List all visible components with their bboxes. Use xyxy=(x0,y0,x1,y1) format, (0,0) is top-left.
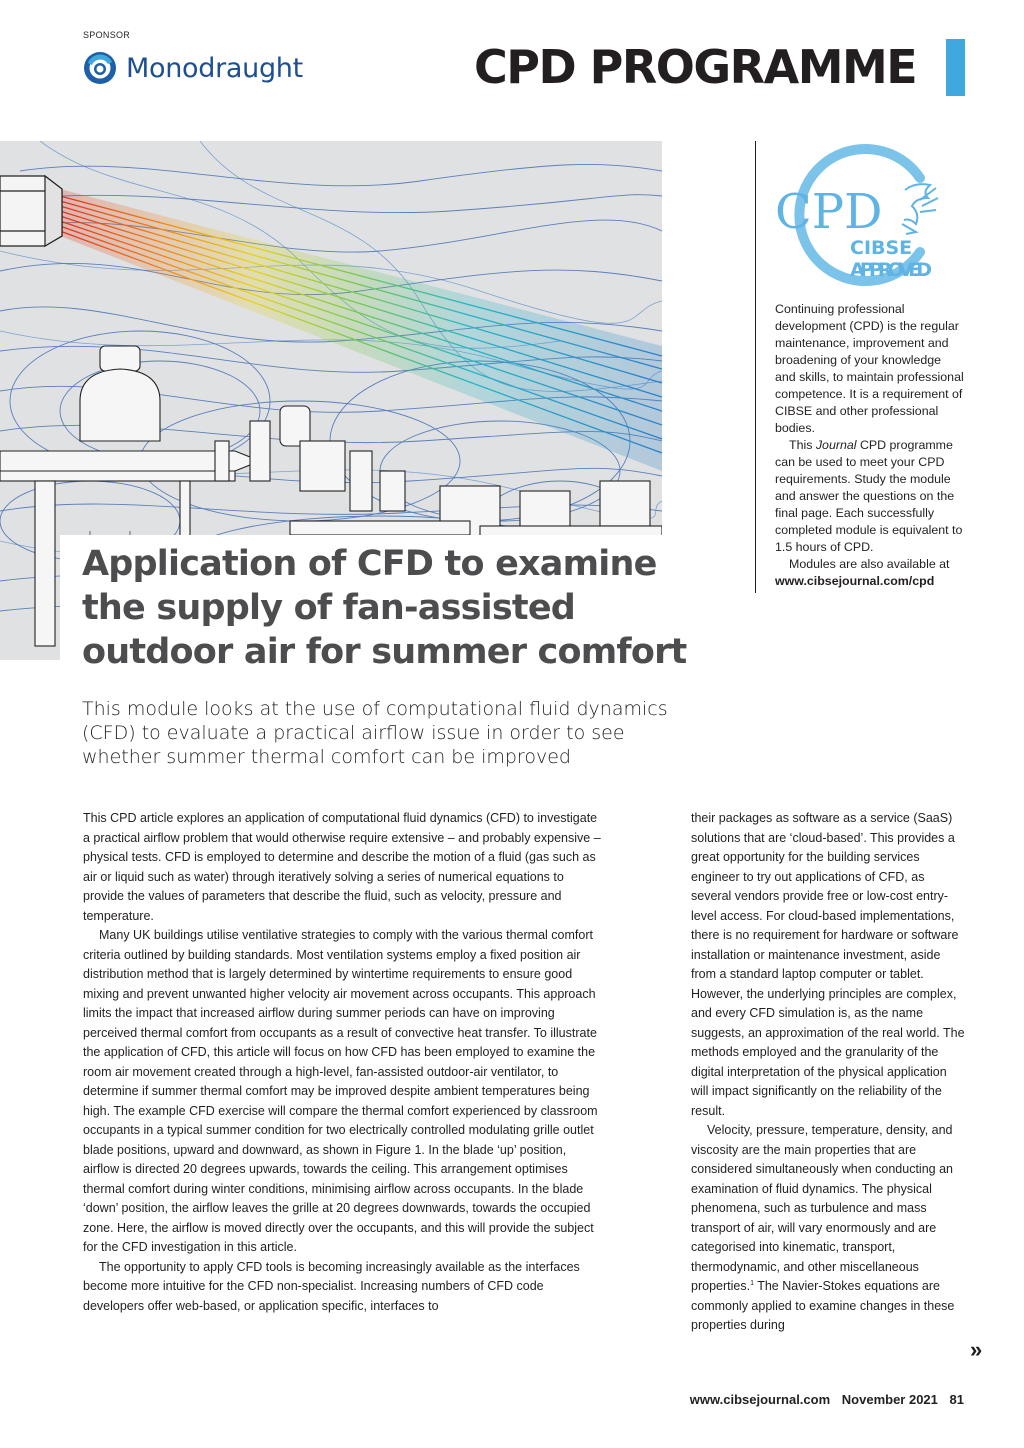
footer-issue: November 2021 xyxy=(841,1392,938,1407)
footer-page-number: 81 xyxy=(949,1392,964,1407)
cibse-crest-icon xyxy=(902,184,938,234)
body-column-left xyxy=(83,809,603,1316)
sidebar-paragraph-1: Continuing professional development (CPD) is the regular maintenance, improvement and broadening of your knowledge and skills, to maintain professional competence. It is a requirement of CIBSE and other professional bodies. xyxy=(775,302,964,435)
sidebar-paragraph-3: Modules are also available at xyxy=(789,557,950,571)
sidebar-paragraph-2: This Journal CPD programme can be used to meet your CPD requirements. Study the module and answer the questions on the final page. Each successfully completed module is equivalent to 1.5 hours of CPD. xyxy=(775,438,963,554)
cpd-badge-line2: APPROVED xyxy=(850,259,932,281)
cpd-sidebar-text xyxy=(775,301,965,590)
body-paragraph: their packages as software as a service (SaaS) solutions that are ‘cloud-based’. This provides a great opportunity for the building services engineer to try out applications of CFD, as several vendors provide free or low-cost entry-level access. For cloud-based implementations, there is no requirement for hardware or software installation or maintenance investment, aside from a standard laptop computer or tablet. However, the underlying principles are complex, and every CFD simulation is, as the name suggests, an approximation of the real world. The methods employed and the granularity of the digital interpretation of the physical application will impact significantly on the reliability of the result. xyxy=(691,811,965,1118)
cpd-badge-graphic xyxy=(770,140,950,290)
sponsor-logo xyxy=(82,50,303,86)
body-paragraph: Velocity, pressure, temperature, density, and viscosity are the main properties that are considered simultaneously when conducting an examination of fluid dynamics. The physical phenomena, such as turbulence and mass transport of air, will vary enormously and are categorised into kinematic, transport, thermodynamic, and other miscellaneous properties.$^1$ The Navier-Stokes equations are commonly applied to examine changes in these properties during xyxy=(691,1123,955,1332)
body-paragraph: This CPD article explores an application of computational fluid dynamics (CFD) to investigate a practical airflow problem that would otherwise require extensive – and probably expensive – physical tests. CFD is employed to determine and describe the motion of a fluid (gas such as air or liquid such as water) through iteratively solving a series of numerical equations to provide the values of parameters that describe the fluid, such as velocity, pressure and temperature. xyxy=(83,811,601,923)
sidebar-divider xyxy=(755,141,756,593)
article-headline: Application of CFD to examine the supply of fan-assisted outdoor air for summer comfort xyxy=(82,544,687,672)
sponsor-name: Monodraught xyxy=(126,52,303,84)
cpd-cibse-approved-badge xyxy=(770,140,950,290)
cpd-badge-line1: CIBSE xyxy=(850,237,913,259)
programme-title: CPD PROGRAMME xyxy=(474,40,917,94)
reference-marker: 1 xyxy=(750,1279,754,1287)
cpd-badge-text: CPD xyxy=(775,184,883,240)
monodraught-logo-icon xyxy=(82,50,118,86)
sidebar-cpd-link[interactable]: www.cibsejournal.com/cpd xyxy=(775,574,935,588)
body-paragraph: Many UK buildings utilise ventilative strategies to comply with the various thermal comfort criteria outlined by building standards. Most ventilation systems employ a fixed position air distribution method that is largely determined by wintertime requirements to ensure good mixing and prevent unwanted higher velocity air movement across occupants. This approach limits the impact that increased airflow during summer periods can have on improving perceived thermal comfort from occupants as a result of convective heat transfer. To illustrate the application of CFD, this article will focus on how CFD has been employed to examine the room air movement created through a high-level, fan-assisted outdoor-air ventilator, to determine if summer thermal comfort may be improved despite ambient temperatures being high. The example CFD exercise will compare the thermal comfort experienced by classroom occupants in a typical summer condition for two electrically controlled modulating grille outlet blade positions, upward and downward, as shown in Figure 1. In the blade ‘up’ position, airflow is directed 20 degrees upwards, towards the ceiling. This arrangement optimises thermal comfort during winter conditions, minimising airflow across occupants. In the blade ‘down’ position, the airflow leaves the grille at 20 degrees downwards, towards the occupied zone. Here, the airflow is moved directly over the occupants, and this will provide the subject for the CFD investigation in this article. xyxy=(83,928,598,1254)
page-footer xyxy=(682,1392,964,1407)
body-paragraph: The opportunity to apply CFD tools is becoming increasingly available as the interfaces become more intuitive for the CFD non-specialist. Increasing numbers of CFD code developers offer web-based, or application specific, interfaces to xyxy=(83,1259,580,1313)
title-accent-bar xyxy=(946,39,965,96)
article-standfirst: This module looks at the use of computational fluid dynamics (CFD) to evaluate a practical airflow issue in order to see whether summer thermal comfort can be improved xyxy=(82,698,668,768)
sponsor-label: SPONSOR xyxy=(83,30,131,40)
footer-url[interactable]: www.cibsejournal.com xyxy=(689,1392,831,1407)
body-column-right xyxy=(691,809,967,1336)
continue-arrow-icon: » xyxy=(970,1337,983,1362)
